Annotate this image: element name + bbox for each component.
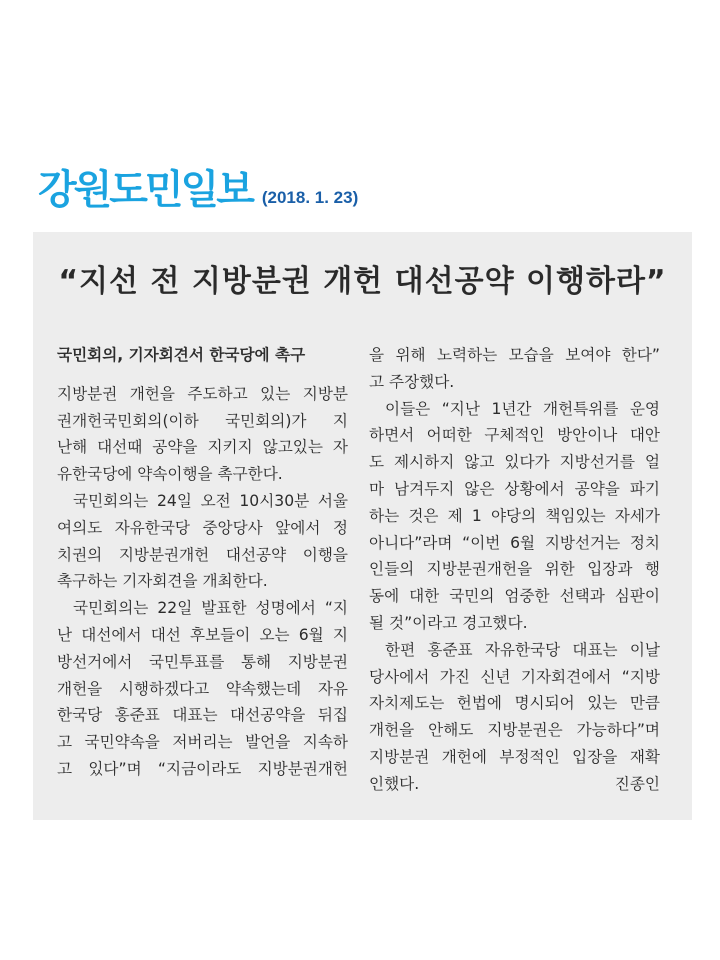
body-line: 하면서 어떠한 구체적인 방안이나 대안 [369,426,660,445]
article-subhead: 국민회의, 기자회견서 한국당에 촉구 [57,346,306,364]
body-line: 개헌을 안해도 지방분권은 가능하다”며 [369,721,660,740]
body-line: 자치제도는 헌법에 명시되어 있는 만큼 [369,694,660,713]
body-line: 난해 대선때 공약을 지키지 않고있는 자 [57,438,348,457]
body-line: 여의도 자유한국당 중앙당사 앞에서 정 [57,518,348,537]
article-column-left [57,342,348,783]
body-line: 고 주장했다. [369,372,455,391]
body-line: 난 대선에서 대선 후보들이 오는 6월 지 [57,625,348,644]
closing-row [369,771,660,798]
body-line: 권개헌국민회의(이하 국민회의)가 지 [57,411,348,430]
article-column-right [369,342,660,798]
body-line: 당사에서 가진 신년 기자회견에서 “지방 [369,667,660,686]
byline: 진종인 [614,774,660,793]
body-line: 하는 것은 제 1 야당의 책임있는 자세가 [369,506,660,525]
body-line: 도 제시하지 않고 있다가 지방선거를 얼 [369,453,660,472]
body-line: 방선거에서 국민투표를 통해 지방분권 [57,652,348,671]
body-line: 한국당 홍준표 대표는 대선공약을 뒤집 [57,706,348,725]
masthead [38,158,358,215]
body-line: 치권의 지방분권개헌 대선공약 이행을 [57,545,348,564]
body-line: 촉구하는 기자회견을 개최한다. [57,572,268,591]
article-headline: “지선 전 지방분권 개헌 대선공약 이행하라” [58,264,667,299]
body-line: 지방분권 개헌에 부정적인 입장을 재확 [369,747,660,766]
body-line: 국민회의는 24일 오전 10시30분 서울 [73,491,348,510]
body-line: 지방분권 개헌을 주도하고 있는 지방분 [57,384,348,403]
body-line: 유한국당에 약속이행을 촉구한다. [57,465,283,484]
body-line: 인들의 지방분권개헌을 위한 입장과 행 [369,560,660,579]
body-line: 마 남겨두지 않은 상황에서 공약을 파기 [369,479,660,498]
body-line: 이들은 “지난 1년간 개헌특위를 운영 [385,399,660,418]
body-line: 개헌을 시행하겠다고 약속했는데 자유 [57,679,348,698]
body-line: 국민회의는 22일 발표한 성명에서 “지 [73,599,348,618]
publication-date: (2018. 1. 23) [261,188,359,207]
article-clipping [33,232,692,820]
body-line: 고 있다”며 “지금이라도 지방분권개헌 [57,759,348,778]
body-line: 동에 대한 국민의 엄중한 선택과 심판이 [369,587,660,606]
body-line: 을 위해 노력하는 모습을 보여야 한다” [369,346,660,364]
body-line: 인했다. [369,774,420,793]
body-line: 고 국민약속을 저버리는 발언을 지속하 [57,733,348,752]
body-line: 아니다”라며 “이번 6월 지방선거는 정치 [369,533,660,552]
newspaper-name: 강원도민일보 [38,167,252,213]
body-line: 될 것”이라고 경고했다. [369,613,528,632]
body-line: 한편 홍준표 자유한국당 대표는 이날 [385,640,660,659]
